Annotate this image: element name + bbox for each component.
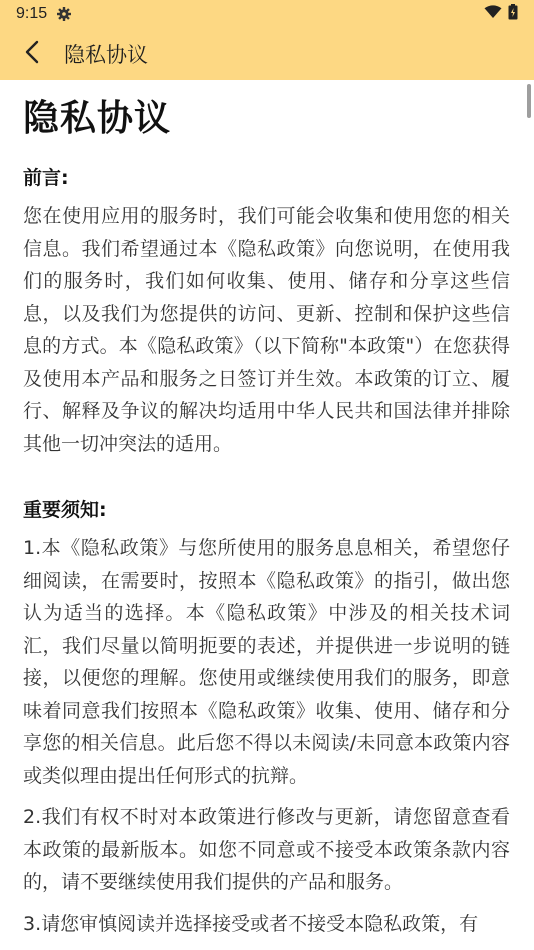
notice-paragraph-1: 1.本《隐私政策》与您所使用的服务息息相关，希望您仔细阅读，在需要时，按照本《隐私政策》的指引，做出您认为适当的选择。本《隐私政策》中涉及的相关技术词汇，我们尽量以简明扼要的表述，并提供进一步说明的链接，以便您的理解。您使用或继续使用我们的服务，即意味着同意我们按照本《隐私政策》收集、使用、储存和分享您的相关信息。此后您不得以未阅读/未同意本政策内容或类似理由提出任何形式的抗辩。 (23, 537, 510, 787)
toolbar (0, 28, 534, 80)
gear-icon (57, 7, 71, 21)
section-title-notice: 重要须知: (23, 499, 107, 521)
status-time: 9:15 (16, 5, 48, 22)
battery-icon (508, 4, 518, 24)
status-right-icons (484, 4, 518, 24)
back-button[interactable] (0, 28, 64, 80)
wifi-icon (484, 5, 502, 23)
privacy-content[interactable] (0, 80, 534, 950)
scrollbar[interactable] (527, 84, 531, 118)
page-title: 隐私协议 (23, 98, 172, 139)
preface-paragraph: 您在使用应用的服务时，我们可能会收集和使用您的相关信息。我们希望通过本《隐私政策》向您说明，在使用我们的服务时，我们如何收集、使用、储存和分享这些信息，以及我们为您提供的访问、更新、控制和保护这些信息的方式。本《隐私政策》（以下简称"本政策"）在您获得及使用本产品和服务之日签订并生效。本政策的订立、履行、解释及争议的解决均适用中华人民共和国法律并排除其他一切冲突法的适用。 (23, 205, 510, 455)
chevron-left-icon (24, 40, 40, 68)
section-title-preface: 前言: (23, 167, 69, 189)
notice-paragraph-3: 3.请您审慎阅读并选择接受或者不接受本隐私政策，有 (23, 912, 479, 935)
status-bar (0, 0, 534, 28)
toolbar-title: 隐私协议 (64, 43, 148, 67)
notice-paragraph-2: 2.我们有权不时对本政策进行修改与更新，请您留意查看本政策的最新版本。如您不同意或不接受本政策条款内容的，请不要继续使用我们提供的产品和服务。 (23, 806, 510, 893)
